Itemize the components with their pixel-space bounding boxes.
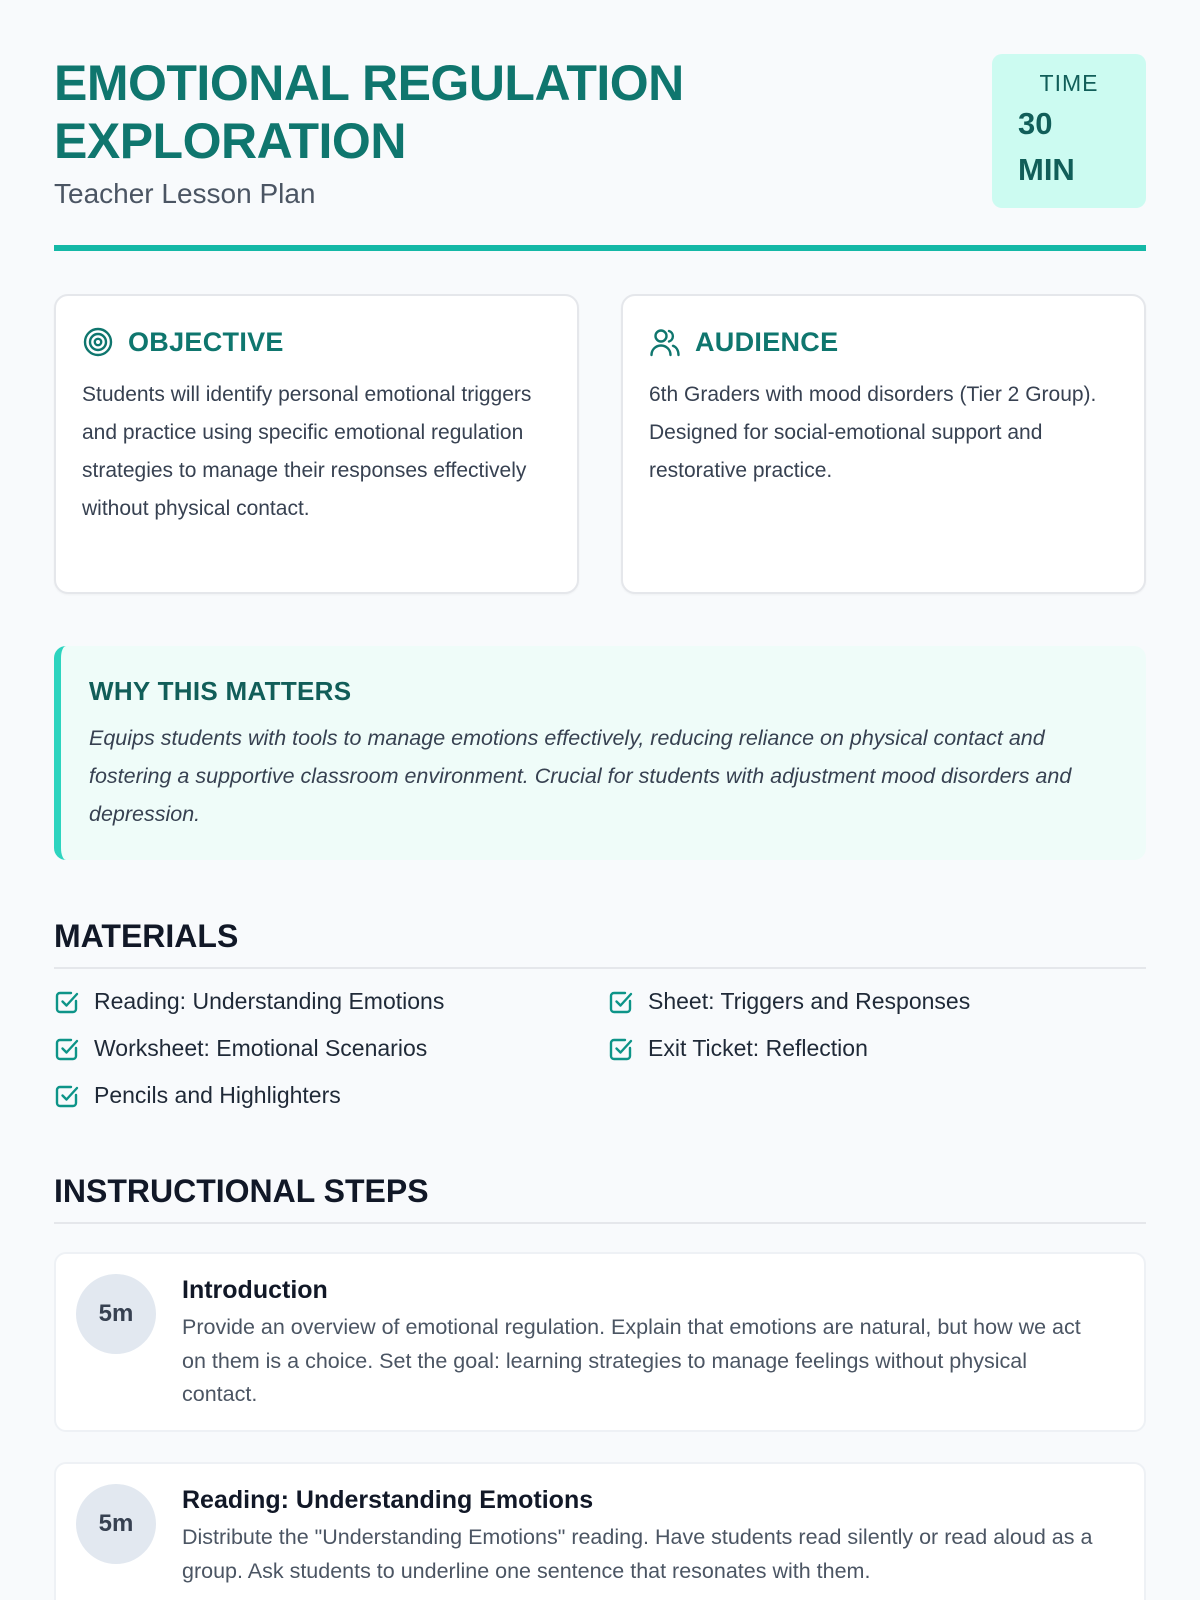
why-this-matters-callout xyxy=(54,646,1146,860)
checkbox-checked-icon xyxy=(608,1036,634,1062)
list-item xyxy=(54,1082,608,1109)
time-label: TIME xyxy=(1039,70,1099,96)
list-item xyxy=(608,988,1146,1015)
material-label: Pencils and Highlighters xyxy=(94,1082,341,1108)
objective-card xyxy=(54,294,579,594)
checkbox-checked-icon xyxy=(608,989,634,1015)
time-value-unit: MIN xyxy=(1018,152,1075,187)
duration-badge: 5m xyxy=(76,1484,156,1564)
step-description: Provide an overview of emotional regulation. Explain that emotions are natural, but how we act on them is a choice. Set the goal: learning strategies to manage feelings without physical contact. xyxy=(182,1315,1081,1406)
materials-list xyxy=(54,988,1146,1109)
header xyxy=(54,0,1146,255)
title-line-2: EXPLORATION xyxy=(54,113,406,169)
step-title: Reading: Understanding Emotions xyxy=(182,1486,594,1514)
time-value-number: 30 xyxy=(1018,106,1053,141)
checkbox-checked-icon xyxy=(54,989,80,1015)
checkbox-checked-icon xyxy=(54,1083,80,1109)
target-icon xyxy=(82,326,114,358)
step-description: Distribute the "Understanding Emotions" reading. Have students read silently or read aloud as a group. Ask students to underline one sentence that resonates with them. xyxy=(182,1525,1093,1583)
step-title: Introduction xyxy=(182,1276,328,1304)
list-item xyxy=(608,1035,1146,1062)
materials-heading: MATERIALS xyxy=(54,918,1146,969)
material-label: Worksheet: Emotional Scenarios xyxy=(94,1035,428,1061)
info-cards xyxy=(54,294,1146,594)
time-badge xyxy=(992,54,1146,208)
page-subtitle: Teacher Lesson Plan xyxy=(54,178,316,209)
audience-card-header xyxy=(649,326,1118,358)
page-title xyxy=(54,54,814,170)
header-divider xyxy=(54,245,1146,251)
material-label: Reading: Understanding Emotions xyxy=(94,988,445,1014)
users-icon xyxy=(649,326,681,358)
why-text: Equips students with tools to manage emotions effectively, reducing reliance on physical contact and fostering a supportive classroom environment. Crucial for students with adjustment mood disorders and depression. xyxy=(89,726,1072,826)
time-value xyxy=(1018,101,1120,193)
title-line-1: EMOTIONAL REGULATION xyxy=(54,55,684,111)
why-title: WHY THIS MATTERS xyxy=(89,676,352,706)
step-card xyxy=(54,1462,1146,1600)
objective-card-header xyxy=(82,326,551,358)
list-item xyxy=(54,988,608,1015)
material-label: Exit Ticket: Reflection xyxy=(648,1035,868,1061)
objective-title: OBJECTIVE xyxy=(128,326,284,357)
duration-badge: 5m xyxy=(76,1274,156,1354)
list-item xyxy=(54,1035,608,1062)
audience-text: 6th Graders with mood disorders (Tier 2 Group). Designed for social-emotional support and restorative practice. xyxy=(649,383,1097,482)
instructional-steps-heading: INSTRUCTIONAL STEPS xyxy=(54,1173,1146,1224)
material-label: Sheet: Triggers and Responses xyxy=(648,988,971,1014)
checkbox-checked-icon xyxy=(54,1036,80,1062)
audience-card xyxy=(621,294,1146,594)
audience-title: AUDIENCE xyxy=(695,326,839,357)
step-card xyxy=(54,1252,1146,1432)
objective-text: Students will identify personal emotional triggers and practice using specific emotional regulation strategies to manage their responses effectively without physical contact. xyxy=(82,383,532,520)
